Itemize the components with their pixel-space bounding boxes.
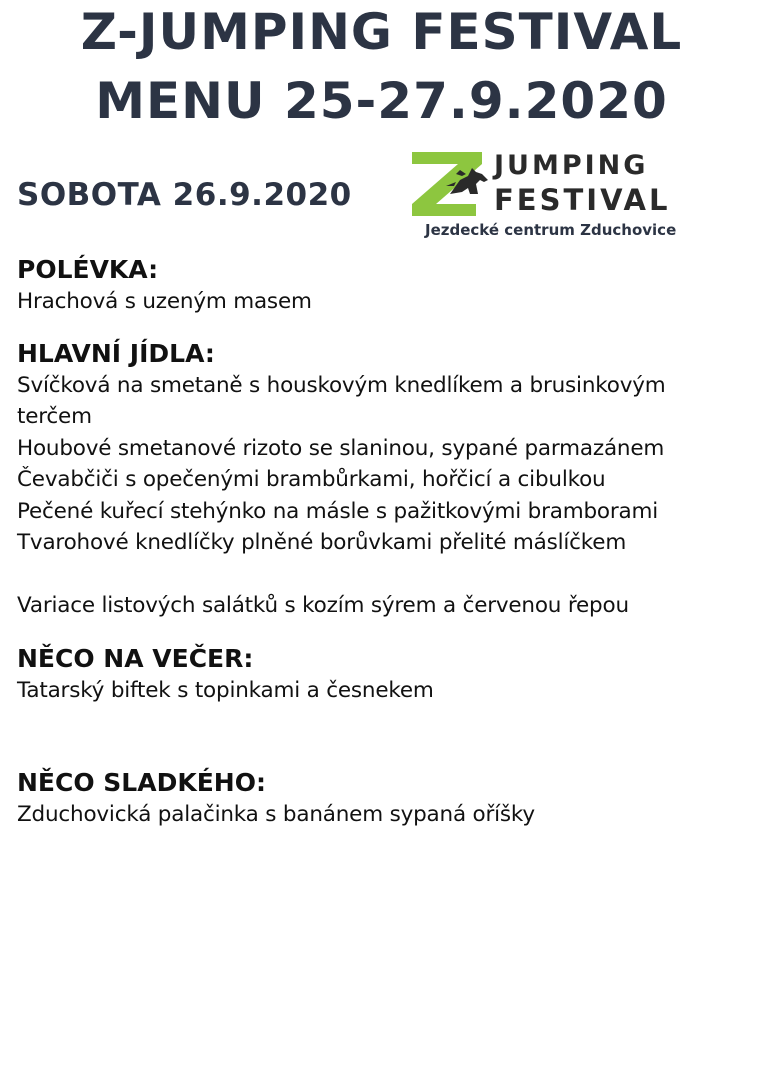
menu-item: Houbové smetanové rizoto se slaninou, sypané parmazánem bbox=[17, 435, 665, 461]
section-heading-mains: HLAVNÍ JÍDLA: bbox=[17, 338, 215, 368]
section-evening bbox=[17, 643, 757, 707]
menu-item: Pečené kuřecí stehýnko na másle s pažitkovými bramborami bbox=[17, 498, 659, 524]
section-mains bbox=[17, 338, 757, 622]
logo-word-jumping: JUMPING bbox=[494, 150, 649, 181]
festival-logo bbox=[410, 150, 715, 242]
menu-item: Zduchovická palačinka s banánem sypaná oříšky bbox=[17, 801, 535, 827]
menu-item-continuation: terčem bbox=[17, 404, 92, 429]
logo-subtitle: Jezdecké centrum Zduchovice bbox=[425, 221, 677, 239]
menu-item: Tvarohové knedlíčky plněné borůvkami přelité máslíčkem bbox=[17, 530, 627, 555]
menu-item: Tatarský biftek s topinkami a česnekem bbox=[17, 678, 434, 703]
section-heading-soup: POLÉVKA: bbox=[17, 255, 159, 284]
day-heading: SOBOTA 26.9.2020 bbox=[17, 177, 352, 213]
logo-word-festival: FESTIVAL bbox=[494, 183, 671, 217]
menu-item: Svíčková na smetaně s houskovým knedlíkem a brusinkovým bbox=[17, 372, 666, 398]
page-title-line1: Z-JUMPING FESTIVAL bbox=[80, 3, 683, 61]
menu-item-salad: Variace listových salátků s kozím sýrem a červenou řepou bbox=[17, 592, 629, 618]
menu-item: Hrachová s uzeným masem bbox=[17, 289, 312, 314]
section-soup bbox=[17, 254, 757, 318]
section-sweet bbox=[17, 767, 757, 831]
menu-item: Čevabčiči s opečenými brambůrkami, hořčicí a cibulkou bbox=[17, 467, 606, 492]
page-title-line2: MENU 25-27.9.2020 bbox=[95, 72, 668, 130]
section-heading-evening: NĚCO NA VEČER: bbox=[17, 644, 254, 673]
z-horse-logo-icon bbox=[410, 150, 494, 218]
menu-content bbox=[17, 254, 757, 830]
section-heading-sweet: NĚCO SLADKÉHO: bbox=[17, 767, 266, 797]
